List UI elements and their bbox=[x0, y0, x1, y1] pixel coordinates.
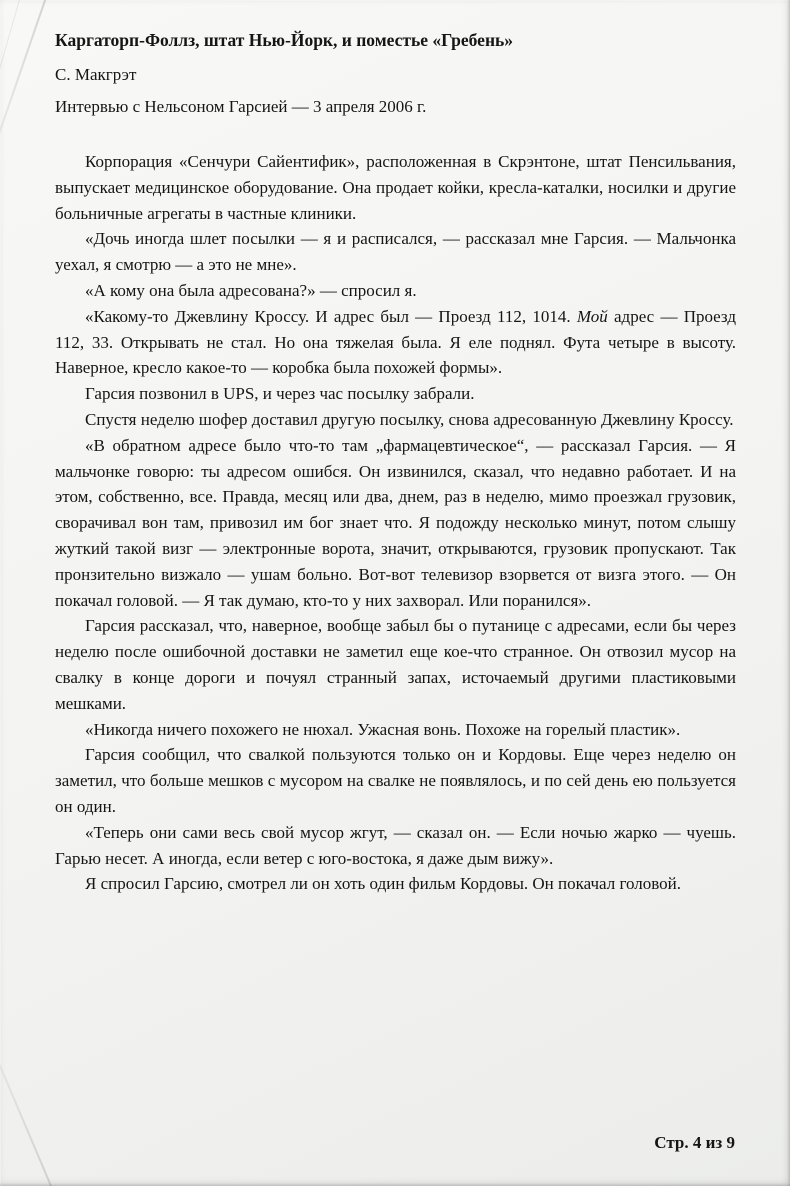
paragraph bbox=[55, 742, 736, 819]
paragraph bbox=[55, 149, 736, 226]
text-run: Гарсия рассказал, что, наверное, вообще забыл бы о путанице с адресами, если бы через неделю после ошибочной доставки не заметил еще кое-что странное. Он отвозил мусор на свалку в конце дороги и почуял странный запах, источаемый другими пластиковыми мешками. bbox=[55, 616, 736, 713]
text-run: «Дочь иногда шлет посылки — я и расписался, — рассказал мне Гарсия. — Мальчонка уехал, я смотрю — а это не мне». bbox=[55, 229, 736, 275]
text-run: Гарсия позвонил в UPS, и через час посылку забрали. bbox=[85, 384, 475, 404]
chapter-title: Каргаторп-Фоллз, штат Нью-Йорк, и поместье «Гребень» bbox=[55, 30, 514, 50]
text-run: «Теперь они сами весь свой мусор жгут, — сказал он. — Если ночью жарко — чуешь. Гарью несет. А иногда, если ветер с юго-востока, я даже дым вижу». bbox=[55, 822, 736, 868]
text-run: адрес — Проезд 112, 33. Открывать не стал. Но она тяжелая была. Я еле поднял. Фута четыре в высоту. Наверное, кресло какое-то — коробка была похожей формы». bbox=[55, 306, 736, 378]
paragraph bbox=[55, 226, 736, 278]
paragraph bbox=[55, 613, 736, 716]
paragraph bbox=[55, 278, 736, 304]
interview-dateline: Интервью с Нельсоном Гарсией — 3 апреля 2006 г. bbox=[55, 97, 427, 116]
text-run: Гарсия сообщил, что свалкой пользуются только он и Кордовы. Еще через неделю он заметил, что больше мешков с мусором на свалке не появлялось, и по сей день ею пользуется он один. bbox=[55, 745, 736, 816]
paragraph bbox=[55, 407, 736, 433]
text-run: Корпорация «Сенчури Сайентифик», расположенная в Скрэнтоне, штат Пенсильвания, выпускает медицинское оборудование. Она продает койки, кресла-каталки, носилки и другие больничные агрегаты в частные клиники. bbox=[55, 152, 736, 223]
text-run: «Никогда ничего похожего не нюхал. Ужасная вонь. Похоже на горелый пластик». bbox=[85, 719, 681, 739]
text-run: Спустя неделю шофер доставил другую посылку, снова адресованную Джевлину Кроссу. bbox=[85, 409, 734, 429]
page-crease-top-left-secondary bbox=[0, 0, 22, 98]
text-run: «Какому-то Джевлину Кроссу. И адрес был — Проезд 112, 1014. bbox=[85, 306, 577, 326]
page-crease-bottom-left bbox=[0, 1046, 55, 1186]
text-run: Я спросил Гарсию, смотрел ли он хоть один фильм Кордовы. Он покачал головой. bbox=[85, 874, 682, 894]
author-line: С. Макгрэт bbox=[55, 65, 137, 84]
paragraph bbox=[55, 717, 736, 743]
paragraph bbox=[55, 871, 736, 897]
paragraph bbox=[55, 820, 736, 872]
page-content bbox=[55, 27, 736, 897]
page-crease-top-left bbox=[0, 0, 49, 154]
text-run: «В обратном адресе было что-то там „фармацевтическое“, — рассказал Гарсия. — Я мальчонке говорю: ты адресом ошибся. Он извинился, сказал, что недавно работает. И на этом, собственно, все. Правда, месяц или два, днем, раз в неделю, мимо проезжал грузовик, сворачивал вон там, привозил им бог знает что. Я подожду несколько минут, потом слышу жуткий такой визг — электронные ворота, значит, открываются, грузовик пропускают. Так пронзительно визжало — ушам больно. Вот-вот телевизор взорвется от визга этого. — Он покачал головой. — Я так думаю, кто-то у них захворал. Или поранился». bbox=[55, 435, 736, 610]
body-text bbox=[55, 149, 736, 897]
page-number: Стр. 4 из 9 bbox=[654, 1133, 735, 1152]
paragraph bbox=[55, 304, 736, 381]
paragraph bbox=[55, 381, 736, 407]
paragraph bbox=[55, 433, 736, 614]
italic-run: Мой bbox=[576, 306, 608, 326]
text-run: «А кому она была адресована?» — спросил я. bbox=[85, 280, 417, 300]
